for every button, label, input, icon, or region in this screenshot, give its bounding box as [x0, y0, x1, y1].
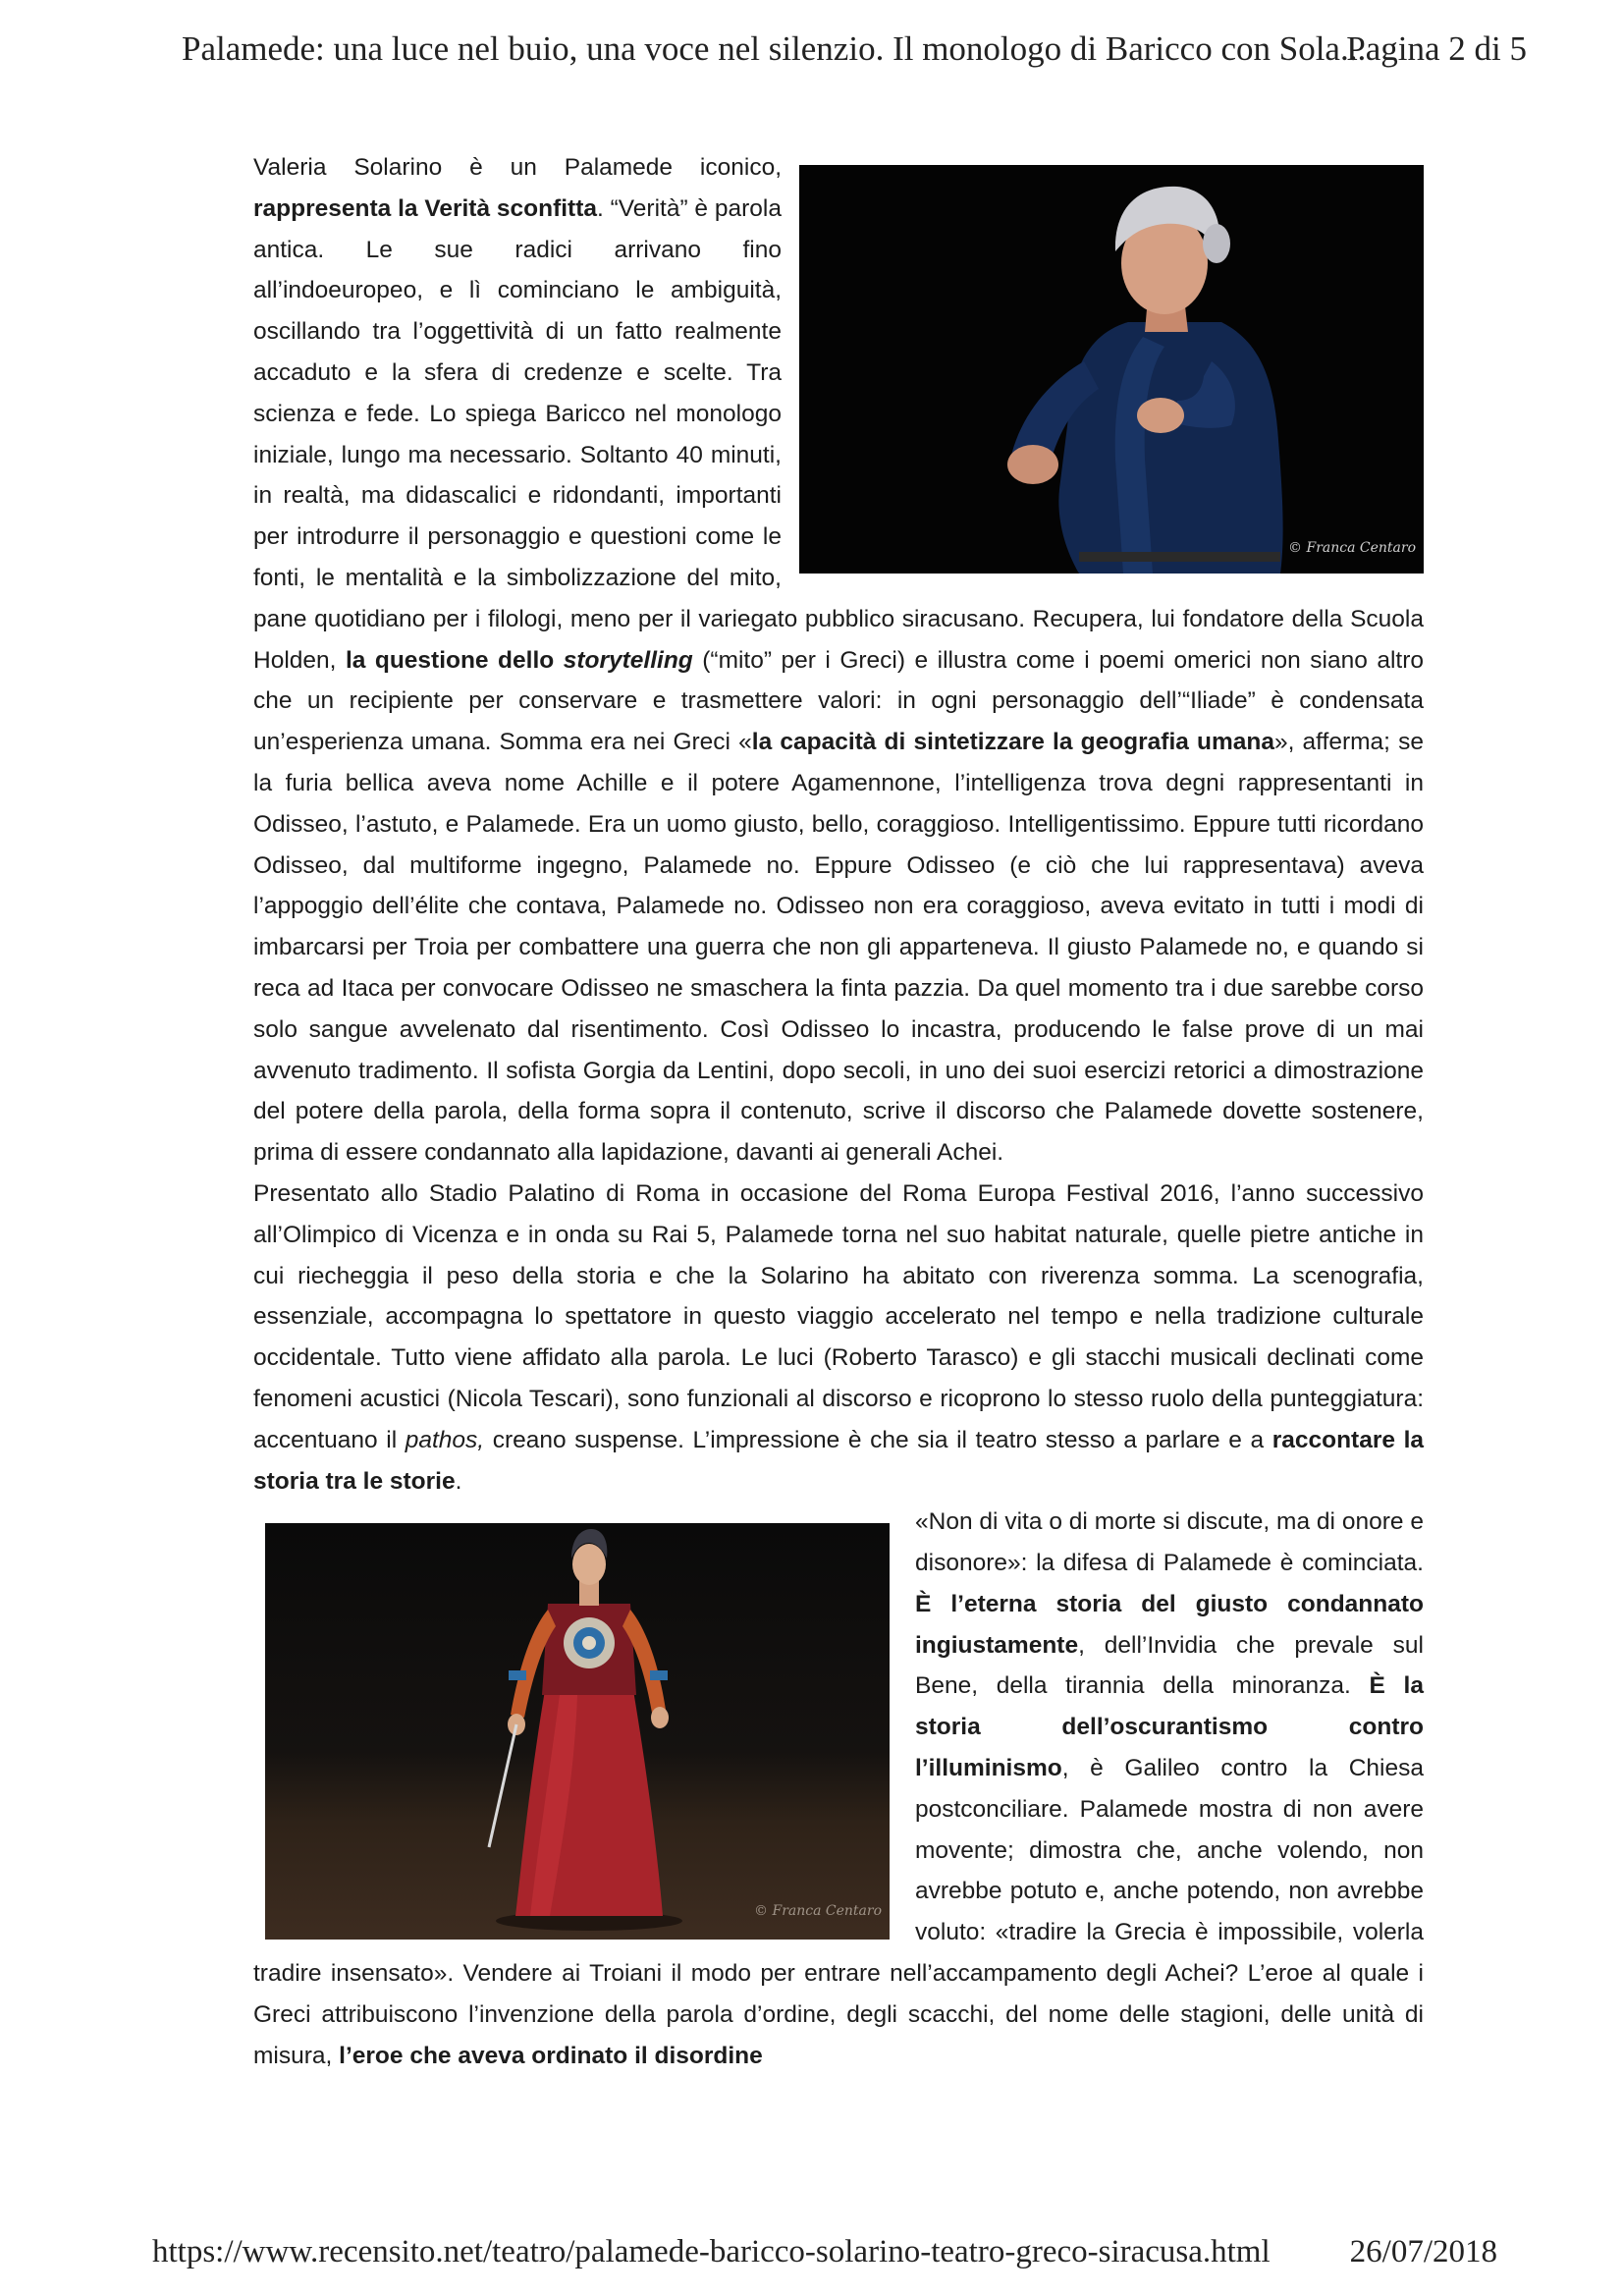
source-url[interactable]: https://www.recensito.net/teatro/palamede-baricco-solarino-teatro-greco-siracusa.html: [152, 2234, 1271, 2269]
bold-verita-sconfitta: rappresenta la Verità sconfitta: [253, 194, 597, 222]
article-paragraph-2: Presentato allo Stadio Palatino di Roma in occasione del Roma Europa Festival 2016, l’anno successivo all’Olimpico di Vicenza e in onda su Rai 5, Palamede torna nel suo habitat naturale, quelle pietre antiche in cui riecheggia il peso della storia e che la Solarino ha abitato con riverenza somma. La scenografia, essenziale, accompagna lo spettatore in questo viaggio accelerato nel tempo e nella tradizione culturale occidentale. Tutto viene affidato alla parola. Le luci (Roberto Tarasco) e gli stacchi musicali declinati come fenomeni acustici (Nicola Tescari), sono funzionali al discorso e ricoprono lo stesso ruolo della punteggiatura: accentuano il pathos, creano suspense. L’impressione è che sia il teatro stesso a parlare e a raccontare la storia tra le storie.: [253, 1179, 1424, 1495]
page-footer: [152, 2234, 1497, 2270]
article-paragraph-1: © Franca Centaro Valeria Solarino è un Palamede iconico, rappresenta la Verità sconfitta. “Verità” è parola antica. Le sue radici arrivano fino all’indoeuropeo, e lì cominciano le ambiguità, oscillando tra l’oggettività di un fatto realmente accaduto e la sfera di credenze e scelte. Tra scienza e fede. Lo spiega Baricco nel monologo iniziale, lungo ma necessario. Soltanto 40 minuti, in realtà, ma didascalici e ridondanti, importanti per introdurre il personaggio e questioni come le fonti, le mentalità e la simbolizzazione del mito, pane quotidiano per i filologi, meno per il variegato pubblico siracusano. Recupera, lui fondatore della Scuola Holden, la questione dello storytelling (“mito” per i Greci) e illustra come i poemi omerici non siano altro che un recipiente per conservare e trasmettere valori: in ogni personaggio dell’“Iliade” è condensata un’esperienza umana. Somma era nei Greci «la capacità di sintetizzare la geografia umana», afferma; se la furia bellica aveva nome Achille e il potere Agamennone, l’intelligenza trova degni rappresentanti in Odisseo, l’astuto, e Palamede. Era un uomo giusto, bello, coraggioso. Intelligentissimo. Eppure tutti ricordano Odisseo, dal multiforme ingegno, Palamede no. Eppure Odisseo (e ciò che lui rappresentava) aveva l’appoggio dell’élite che contava, Palamede no. Odisseo non era coraggioso, aveva evitato in tutti i modi di imbarcarsi per Troia per combattere una guerra che non gli apparteneva. Il giusto Palamede no, e quando si reca ad Itaca per convocare Odisseo ne smaschera la finta pazzia. Da quel momento tra i due sarebbe corso solo sangue avvelenato dal risentimento. Così Odisseo lo incastra, producendo le false prove di un mai avvenuto tradimento. Il sofista Gorgia da Lentini, dopo secoli, in uno dei suoi esercizi retorici a dimostrazione del potere della parola, della forma sopra il contenuto, scrive il discorso che Palamede dovette sostenere, prima di essere condannato alla lapidazione, davanti ai generali Achei.: [253, 154, 1424, 1167]
photo-solarino-image: [265, 1523, 890, 1940]
italic-storytelling: storytelling: [563, 646, 693, 674]
photo-credit-1: © Franca Centaro: [1288, 540, 1416, 557]
photo-credit-2: © Franca Centaro: [754, 1902, 882, 1919]
page-number: Pagina 2 di 5: [1346, 29, 1527, 68]
article-body: [253, 147, 1424, 2076]
article-paragraph-3: © Franca Centaro «Non di vita o di morte si discute, ma di onore e disonore»: la difesa di Palamede è cominciata. È l’eterna storia del giusto condannato ingiustamente, dell’Invidia che prevale sul Bene, della tirannia della minoranza. È la storia dell’oscurantismo contro l’illuminismo, è Galileo contro la Chiesa postconciliare. Palamede mostra di non avere movente; dimostra che, anche volendo, non avrebbe potuto e, anche potendo, non avrebbe voluto: «tradire la Grecia è impossibile, volerla tradire insensato». Vendere ai Troiani il modo per entrare nell’accampamento degli Achei? L’eroe al quale i Greci attribuiscono l’invenzione della parola d’ordine, degli scacchi, del nome delle stagioni, delle unità di misura, l’eroe che aveva ordinato il disordine: [253, 1508, 1424, 2069]
photo-baricco-image: [799, 165, 1424, 574]
page-header: [182, 29, 1527, 69]
print-date: 26/07/2018: [1349, 2234, 1497, 2269]
photo-solarino: [265, 1523, 890, 1940]
photo-baricco: [799, 165, 1424, 574]
header-title: Palamede: una luce nel buio, una voce nel silenzio. Il monologo di Baricco con Sola...: [182, 29, 1367, 68]
